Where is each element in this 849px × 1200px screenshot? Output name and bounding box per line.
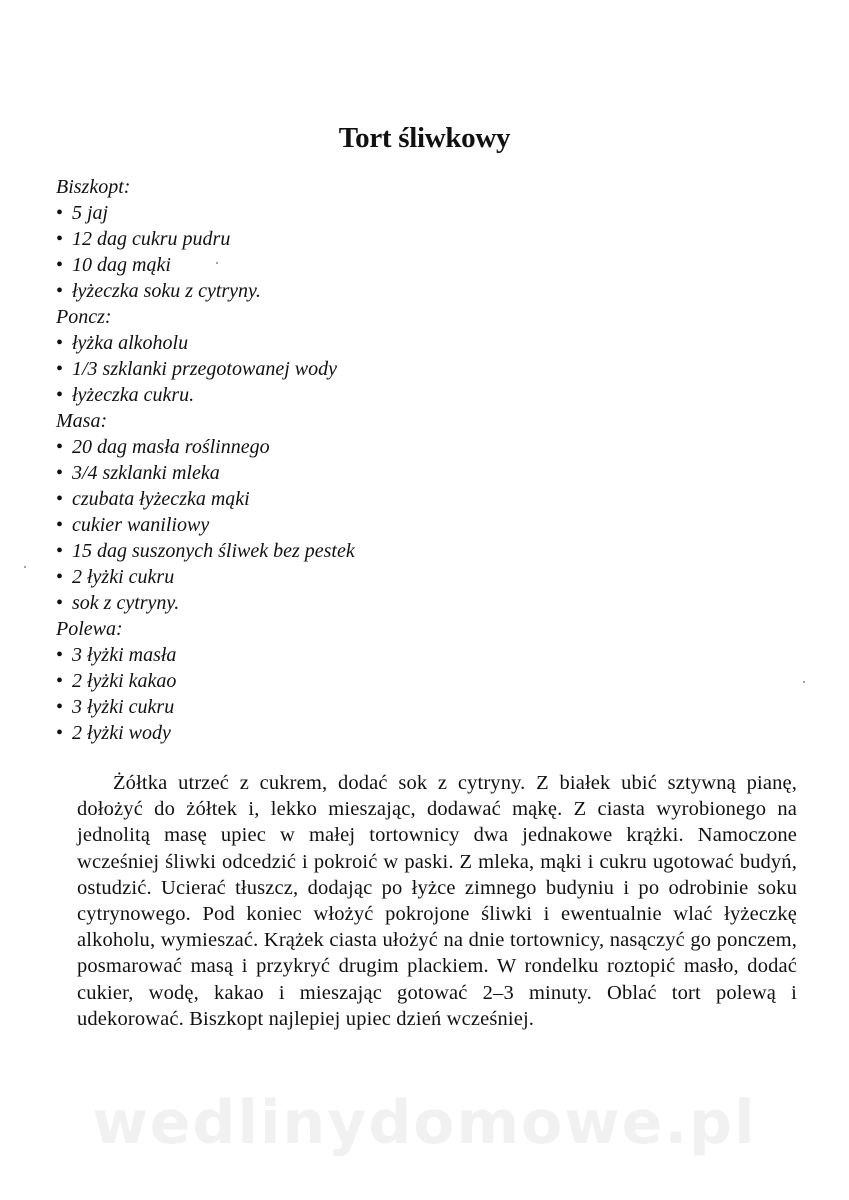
list-item (56, 590, 756, 616)
list-item (56, 278, 756, 304)
list-item (56, 252, 756, 278)
bullet-icon: • (56, 540, 64, 562)
ingredient-text: 12 dag cukru pudru (72, 228, 231, 250)
ingredient-text: łyżeczka cukru. (72, 384, 195, 406)
bullet-icon: • (56, 254, 64, 276)
ingredient-text: 2 łyżki cukru (72, 566, 175, 588)
ingredient-text: 20 dag masła roślinnego (72, 436, 270, 458)
bullet-icon: • (56, 696, 64, 718)
ingredient-section-masa (56, 408, 756, 616)
bullet-icon: • (56, 644, 64, 666)
ingredient-list (56, 330, 756, 408)
ingredient-text: 3 łyżki cukru (72, 696, 175, 718)
bullet-icon: • (56, 436, 64, 458)
page-title: Tort śliwkowy (338, 122, 511, 154)
ingredient-list (56, 434, 756, 616)
ingredient-text: 10 dag mąki (72, 254, 171, 276)
bullet-icon: • (56, 384, 64, 406)
ingredient-text: 3/4 szklanki mleka (72, 462, 220, 484)
ingredients-block (56, 174, 756, 746)
bullet-icon: • (56, 592, 64, 614)
scan-speck (24, 566, 26, 568)
ingredient-text: 5 jaj (72, 202, 109, 224)
bullet-icon: • (56, 228, 64, 250)
recipe-instructions: Żółtka utrzeć z cukrem, dodać sok z cytryny. Z białek ubić sztywną pianę, dołożyć do żółtek i, lekko mieszając, dodawać mąkę. Z ciasta wyrobionego na jednolitą masę upiec w małej tortownicy dwa jednakowe krążki. Namoczone wcześniej śliwki odcedzić i pokroić w paski. Z mleka, mąki i cukru ugotować budyń, ostudzić. Ucierać tłuszcz, dodając po łyżce zimnego budyniu i po odrobinie soku cytrynowego. Pod koniec włożyć pokrojone śliwki i ewentualnie wlać łyżeczkę alkoholu, wymieszać. Krążek ciasta ułożyć na dnie tortownicy, nasączyć go ponczem, posmarować masą i przykryć drugim plackiem. W rondelku roztopić masło, dodać cukier, wodę, kakao i mieszając gotować 2–3 minuty. Oblać tort polewą i udekorować. Biszkopt najlepiej upiec dzień wcześniej. (77, 772, 797, 1030)
list-item (56, 512, 756, 538)
ingredient-text: 2 łyżki kakao (72, 670, 177, 692)
ingredient-text: 3 łyżki masła (72, 644, 177, 666)
list-item (56, 668, 756, 694)
list-item (56, 434, 756, 460)
list-item (56, 564, 756, 590)
bullet-icon: • (56, 332, 64, 354)
ingredient-list (56, 200, 756, 304)
list-item (56, 200, 756, 226)
bullet-icon: • (56, 280, 64, 302)
section-label: Poncz: (56, 306, 112, 328)
ingredient-text: 1/3 szklanki przegotowanej wody (72, 358, 337, 380)
bullet-icon: • (56, 722, 64, 744)
ingredient-text: 15 dag suszonych śliwek bez pestek (72, 540, 355, 562)
ingredient-text: łyżka alkoholu (72, 332, 189, 354)
list-item (56, 694, 756, 720)
section-label: Biszkopt: (56, 176, 131, 198)
bullet-icon: • (56, 514, 64, 536)
ingredient-text: 2 łyżki wody (72, 722, 171, 744)
list-item (56, 382, 756, 408)
scan-speck (216, 262, 218, 264)
bullet-icon: • (56, 670, 64, 692)
ingredient-section-polewa (56, 616, 756, 746)
list-item (56, 356, 756, 382)
ingredient-section-biszkopt (56, 174, 756, 304)
ingredient-list (56, 642, 756, 746)
ingredient-text: sok z cytryny. (72, 592, 180, 614)
list-item (56, 720, 756, 746)
list-item (56, 226, 756, 252)
section-label: Polewa: (56, 618, 123, 640)
ingredient-section-poncz (56, 304, 756, 408)
bullet-icon: • (56, 462, 64, 484)
section-label: Masa: (56, 410, 108, 432)
scan-speck (803, 681, 805, 683)
list-item (56, 486, 756, 512)
bullet-icon: • (56, 566, 64, 588)
list-item (56, 460, 756, 486)
ingredient-text: cukier waniliowy (72, 514, 210, 536)
list-item (56, 642, 756, 668)
ingredient-text: czubata łyżeczka mąki (72, 488, 250, 510)
bullet-icon: • (56, 488, 64, 510)
ingredient-text: łyżeczka soku z cytryny. (72, 280, 261, 302)
list-item (56, 538, 756, 564)
watermark: wedlinydomowe.pl (92, 1088, 757, 1158)
list-item (56, 330, 756, 356)
bullet-icon: • (56, 202, 64, 224)
bullet-icon: • (56, 358, 64, 380)
